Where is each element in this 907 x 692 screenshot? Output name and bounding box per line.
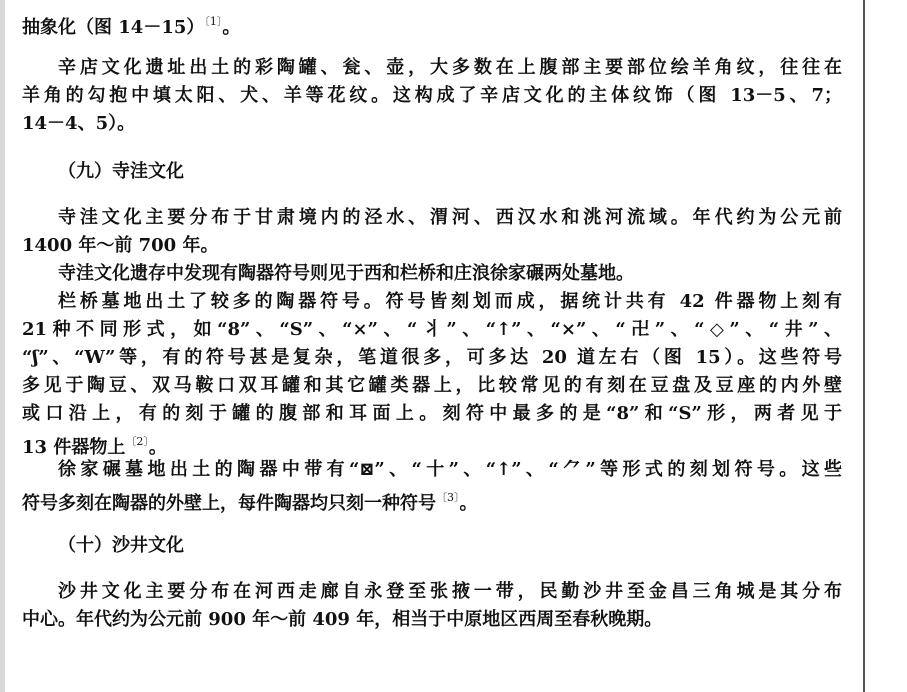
paragraph-line: 寺洼文化遗存中发现有陶器符号则见于西和栏桥和庄浪徐家碾两处墓地。 bbox=[58, 263, 634, 284]
footnote-ref: 〔3〕 bbox=[436, 491, 460, 504]
paragraph-line: 14－4、5）。 bbox=[22, 113, 136, 134]
text-run: 抽象化（图 14－15） bbox=[22, 17, 205, 38]
text-run: 13 件器物上 bbox=[22, 437, 126, 458]
section-heading-9: （九）寺洼文化 bbox=[58, 161, 184, 182]
section-heading-10: （十）沙井文化 bbox=[58, 535, 184, 556]
text-run: 。 bbox=[222, 17, 241, 38]
paragraph-line: 徐家碾墓地出土的陶器中带有“⊠”、“十”、“↑”、“⺈”等形式的刻划符号。这些 bbox=[58, 459, 842, 480]
page-right-edge bbox=[863, 0, 865, 692]
footnote-ref: 〔2〕 bbox=[125, 435, 149, 448]
footnote-ref: 〔1〕 bbox=[204, 15, 223, 28]
paragraph-line: 沙井文化主要分布在河西走廊自永登至张掖一带，民勤沙井至金昌三角城是其分布 bbox=[58, 581, 842, 602]
text-run: 。 bbox=[148, 437, 167, 458]
text-run: 。 bbox=[459, 493, 478, 514]
paragraph-line: 寺洼文化主要分布于甘肃境内的泾水、渭河、西汉水和洮河流域。年代约为公元前 bbox=[58, 207, 842, 228]
paragraph-line: 栏桥墓地出土了较多的陶器符号。符号皆刻划而成，据统计共有 42 件器物上刻有 bbox=[58, 291, 842, 312]
paragraph-line: 1400 年～前 700 年。 bbox=[22, 235, 219, 256]
paragraph-line bbox=[22, 484, 842, 512]
page-left-edge bbox=[0, 0, 5, 692]
paragraph-line: 辛店文化遗址出土的彩陶罐、瓮、壶，大多数在上腹部主要部位绘羊角纹，往往在 bbox=[58, 57, 842, 78]
paragraph-line: 羊角的勾抱中填太阳、犬、羊等花纹。这构成了辛店文化的主体纹饰（图 13－5、7； bbox=[22, 85, 842, 106]
paragraph-line: 21种不同形式，如“8”、“S”、“×”、“⺦”、“↑”、“×”、“卍”、“◇”、“井”、 bbox=[22, 319, 842, 340]
paragraph-line: 多见于陶豆、双马鞍口双耳罐和其它罐类器上，比较常见的有刻在豆盘及豆座的内外壁 bbox=[22, 375, 842, 396]
paragraph-line bbox=[22, 8, 842, 36]
paragraph-line: “ʃ”、“W”等，有的符号甚是复杂，笔道很多，可多达 20 道左右（图 15）。这些符号 bbox=[22, 347, 842, 368]
document-page bbox=[22, 8, 842, 634]
paragraph-line bbox=[22, 428, 842, 456]
paragraph-line: 中心。年代约为公元前 900 年～前 409 年，相当于中原地区西周至春秋晚期。 bbox=[22, 609, 663, 630]
text-run: 符号多刻在陶器的外壁上，每件陶器均只刻一种符号 bbox=[22, 493, 436, 514]
paragraph-line: 或口沿上，有的刻于罐的腹部和耳面上。刻符中最多的是“8”和“S”形，两者见于 bbox=[22, 403, 842, 424]
